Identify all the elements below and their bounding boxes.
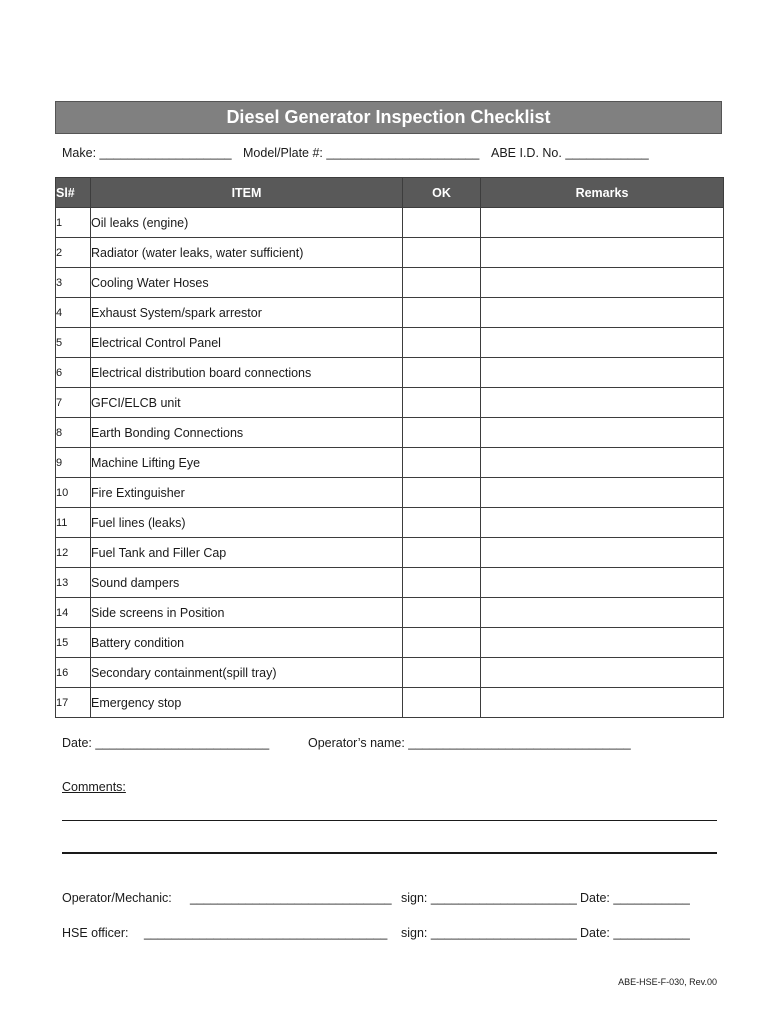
row-item: Machine Lifting Eye [91, 448, 403, 478]
row-number: 8 [56, 418, 91, 448]
row-item: Oil leaks (engine) [91, 208, 403, 238]
row-number: 10 [56, 478, 91, 508]
inspection-table [55, 177, 724, 718]
table-row [56, 568, 724, 598]
operator-name-field[interactable]: Operator’s name: ________________________________ [308, 736, 631, 750]
remarks-cell[interactable] [481, 418, 724, 448]
row-item: Earth Bonding Connections [91, 418, 403, 448]
ok-cell[interactable] [403, 358, 481, 388]
table-row [56, 658, 724, 688]
remarks-cell[interactable] [481, 358, 724, 388]
operator-mechanic-field[interactable]: _____________________________ [190, 891, 392, 905]
table-row [56, 538, 724, 568]
hse-date-field[interactable]: Date: ___________ [580, 926, 690, 940]
remarks-cell[interactable] [481, 268, 724, 298]
row-number: 9 [56, 448, 91, 478]
remarks-cell[interactable] [481, 208, 724, 238]
ok-cell[interactable] [403, 418, 481, 448]
operator-sign-field[interactable]: sign: _____________________ [401, 891, 577, 905]
table-row [56, 508, 724, 538]
row-number: 17 [56, 688, 91, 718]
ok-cell[interactable] [403, 598, 481, 628]
row-item: Secondary containment(spill tray) [91, 658, 403, 688]
remarks-cell[interactable] [481, 448, 724, 478]
operator-date-field[interactable]: Date: ___________ [580, 891, 690, 905]
remarks-cell[interactable] [481, 238, 724, 268]
row-number: 4 [56, 298, 91, 328]
row-number: 13 [56, 568, 91, 598]
ok-cell[interactable] [403, 478, 481, 508]
remarks-cell[interactable] [481, 388, 724, 418]
ok-cell[interactable] [403, 628, 481, 658]
row-number: 6 [56, 358, 91, 388]
row-number: 5 [56, 328, 91, 358]
page-title: Diesel Generator Inspection Checklist [226, 107, 551, 127]
hse-sign-field[interactable]: sign: _____________________ [401, 926, 577, 940]
remarks-cell[interactable] [481, 628, 724, 658]
table-row [56, 268, 724, 298]
hse-officer-label: HSE officer: [62, 926, 129, 940]
ok-cell[interactable] [403, 568, 481, 598]
row-item: Side screens in Position [91, 598, 403, 628]
remarks-cell[interactable] [481, 568, 724, 598]
row-item: Electrical Control Panel [91, 328, 403, 358]
hse-officer-field[interactable]: ___________________________________ [144, 926, 388, 940]
column-header-item: ITEM [91, 178, 403, 208]
table-row [56, 208, 724, 238]
ok-cell[interactable] [403, 538, 481, 568]
row-item: GFCI/ELCB unit [91, 388, 403, 418]
row-number: 3 [56, 268, 91, 298]
table-row [56, 358, 724, 388]
row-item: Battery condition [91, 628, 403, 658]
row-item: Emergency stop [91, 688, 403, 718]
row-number: 15 [56, 628, 91, 658]
ok-cell[interactable] [403, 298, 481, 328]
row-number: 12 [56, 538, 91, 568]
ok-cell[interactable] [403, 208, 481, 238]
row-number: 2 [56, 238, 91, 268]
row-item: Radiator (water leaks, water sufficient) [91, 238, 403, 268]
ok-cell[interactable] [403, 508, 481, 538]
row-item: Exhaust System/spark arrestor [91, 298, 403, 328]
column-header-ok: OK [403, 178, 481, 208]
row-number: 11 [56, 508, 91, 538]
column-header-remarks: Remarks [481, 178, 724, 208]
table-row [56, 328, 724, 358]
row-item: Fuel Tank and Filler Cap [91, 538, 403, 568]
ok-cell[interactable] [403, 658, 481, 688]
row-number: 1 [56, 208, 91, 238]
table-row [56, 238, 724, 268]
ok-cell[interactable] [403, 388, 481, 418]
table-row [56, 598, 724, 628]
table-row [56, 448, 724, 478]
remarks-cell[interactable] [481, 508, 724, 538]
row-item: Cooling Water Hoses [91, 268, 403, 298]
row-item: Electrical distribution board connections [91, 358, 403, 388]
table-row [56, 298, 724, 328]
comments-line[interactable] [62, 820, 717, 821]
operator-mechanic-label: Operator/Mechanic: [62, 891, 172, 905]
row-item: Fire Extinguisher [91, 478, 403, 508]
row-item: Sound dampers [91, 568, 403, 598]
remarks-cell[interactable] [481, 688, 724, 718]
ok-cell[interactable] [403, 688, 481, 718]
table-row [56, 688, 724, 718]
remarks-cell[interactable] [481, 478, 724, 508]
row-number: 7 [56, 388, 91, 418]
abe-id-field[interactable]: ABE I.D. No. ____________ [491, 146, 649, 160]
row-item: Fuel lines (leaks) [91, 508, 403, 538]
remarks-cell[interactable] [481, 298, 724, 328]
model-plate-field[interactable]: Model/Plate #: ______________________ [243, 146, 480, 160]
remarks-cell[interactable] [481, 538, 724, 568]
make-field[interactable]: Make: ___________________ [62, 146, 232, 160]
table-row [56, 388, 724, 418]
ok-cell[interactable] [403, 238, 481, 268]
date-field[interactable]: Date: _________________________ [62, 736, 270, 750]
remarks-cell[interactable] [481, 598, 724, 628]
remarks-cell[interactable] [481, 328, 724, 358]
row-number: 16 [56, 658, 91, 688]
column-header-sl: Sl# [56, 178, 91, 208]
table-row [56, 628, 724, 658]
title-bar [55, 101, 722, 134]
row-number: 14 [56, 598, 91, 628]
ok-cell[interactable] [403, 268, 481, 298]
ok-cell[interactable] [403, 448, 481, 478]
form-code: ABE-HSE-F-030, Rev.00 [618, 977, 717, 987]
comments-line[interactable] [62, 852, 717, 854]
table-row [56, 418, 724, 448]
ok-cell[interactable] [403, 328, 481, 358]
table-header-row [56, 178, 724, 208]
table-row [56, 478, 724, 508]
remarks-cell[interactable] [481, 658, 724, 688]
comments-label: Comments: [62, 780, 126, 794]
